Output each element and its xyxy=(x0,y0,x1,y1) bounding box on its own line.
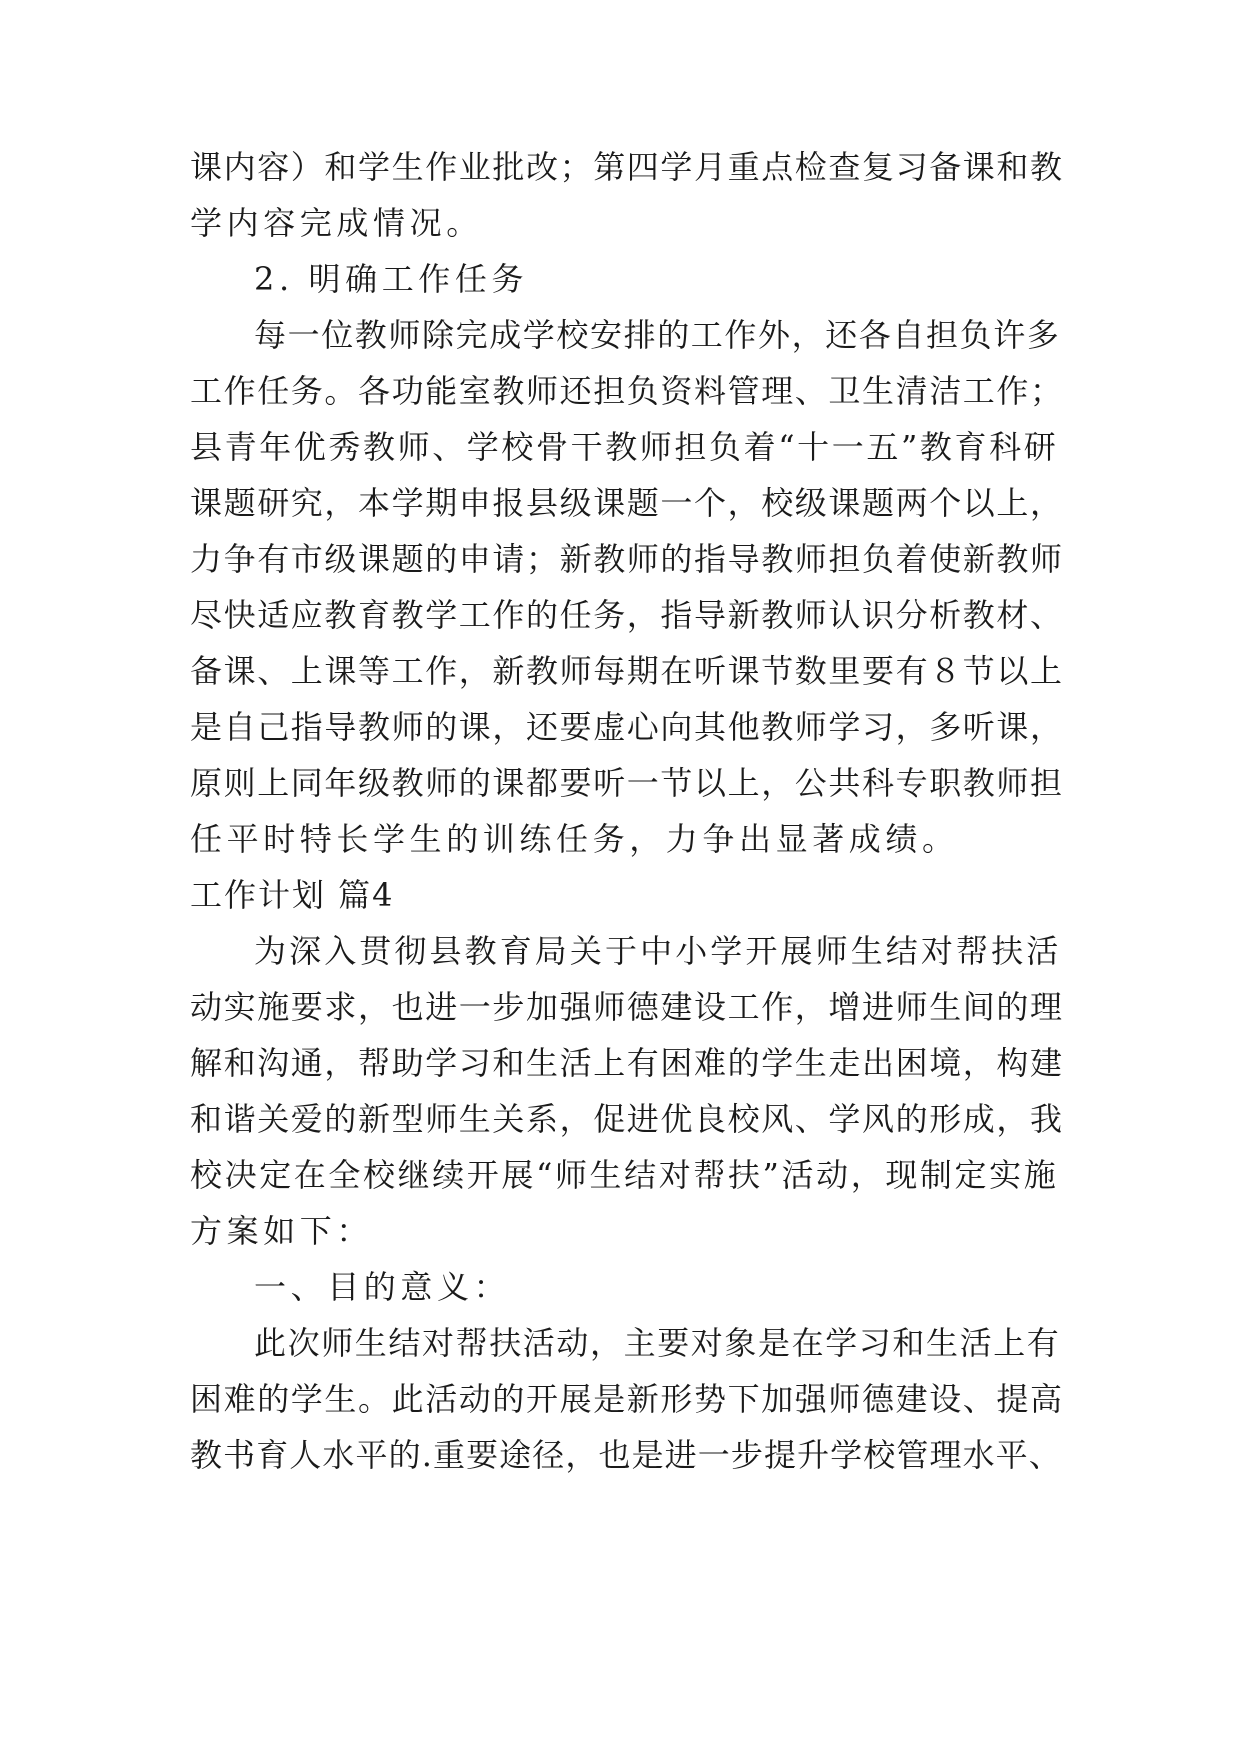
document-heading: 工作计划 篇4 xyxy=(190,876,395,914)
section-heading: 2. 明确工作任务 xyxy=(254,260,529,298)
text-line: 每一位教师除完成学校安排的工作外，还各自担负许多 xyxy=(254,316,1061,354)
text-line: 教书育人水平的.重要途径，也是进一步提升学校管理水平、 xyxy=(190,1436,1062,1474)
text-line: 任平时特长学生的训练任务，力争出显著成绩。 xyxy=(190,820,959,858)
text-line: 困难的学生。此活动的开展是新形势下加强师德建设、提高 xyxy=(190,1380,1064,1418)
text-line: 是自己指导教师的课，还要虚心向其他教师学习，多听课， xyxy=(190,708,1064,746)
text-line: 校决定在全校继续开展“师生结对帮扶”活动，现制定实施 xyxy=(190,1156,1059,1194)
text-line: 尽快适应教育教学工作的任务，指导新教师认识分析教材、 xyxy=(190,596,1064,634)
text-line: 为深入贯彻县教育局关于中小学开展师生结对帮扶活 xyxy=(254,932,1062,970)
text-line: 课题研究，本学期申报县级课题一个，校级课题两个以上， xyxy=(190,484,1064,522)
text-line: 和谐关爱的新型师生关系，促进优良校风、学风的形成，我 xyxy=(190,1100,1064,1138)
text-line: 县青年优秀教师、学校骨干教师担负着“十一五”教育科研 xyxy=(190,428,1059,466)
text-line: 此次师生结对帮扶活动，主要对象是在学习和生活上有 xyxy=(254,1324,1061,1362)
text-line: 课内容）和学生作业批改；第四学月重点检查复习备课和教 xyxy=(190,148,1064,186)
section-heading: 一、目的意义： xyxy=(254,1268,511,1306)
text-line: 原则上同年级教师的课都要听一节以上，公共科专职教师担 xyxy=(190,764,1064,802)
text-line: 方案如下： xyxy=(190,1212,374,1250)
text-line: 工作任务。各功能室教师还担负资料管理、卫生清洁工作； xyxy=(190,372,1064,410)
text-line: 学内容完成情况。 xyxy=(190,204,483,242)
text-line: 解和沟通，帮助学习和生活上有困难的学生走出困境，构建 xyxy=(190,1044,1064,1082)
text-line: 力争有市级课题的申请；新教师的指导教师担负着使新教师 xyxy=(190,540,1064,578)
text-line: 备课、上课等工作，新教师每期在听课节数里要有８节以上 xyxy=(190,652,1064,690)
text-line: 动实施要求，也进一步加强师德建设工作，增进师生间的理 xyxy=(190,988,1064,1026)
